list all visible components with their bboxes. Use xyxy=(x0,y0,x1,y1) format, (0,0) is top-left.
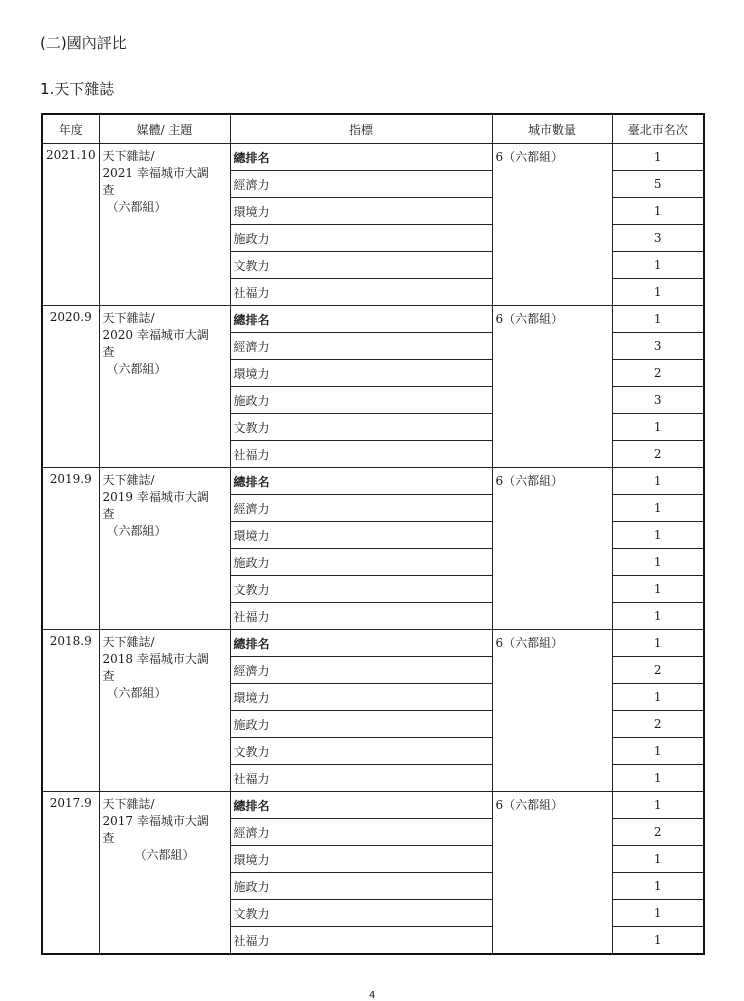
indicator-cell: 施政力 xyxy=(230,387,492,414)
media-cell xyxy=(99,792,230,955)
table-row xyxy=(42,468,704,495)
indicator-cell: 環境力 xyxy=(230,198,492,225)
rank-cell: 1 xyxy=(612,765,704,792)
media-line: 2020 幸福城市大調 xyxy=(102,328,209,342)
indicator-cell: 經濟力 xyxy=(230,657,492,684)
media-line: 天下雜誌/ xyxy=(102,149,155,163)
indicator-cell: 社福力 xyxy=(230,441,492,468)
header-indicator: 指標 xyxy=(230,114,492,144)
table-row xyxy=(42,630,704,657)
table-header-row xyxy=(42,114,704,144)
rank-cell: 1 xyxy=(612,738,704,765)
table-row xyxy=(42,144,704,171)
media-cell xyxy=(99,468,230,630)
rank-cell: 1 xyxy=(612,684,704,711)
media-line: （六都組） xyxy=(106,362,167,376)
rank-cell: 2 xyxy=(612,711,704,738)
rank-cell: 1 xyxy=(612,927,704,955)
rank-cell: 1 xyxy=(612,414,704,441)
indicator-cell: 環境力 xyxy=(230,846,492,873)
indicator-cell: 經濟力 xyxy=(230,171,492,198)
year-cell: 2020.9 xyxy=(42,306,99,468)
indicator-cell: 經濟力 xyxy=(230,819,492,846)
media-cell xyxy=(99,630,230,792)
rank-cell: 2 xyxy=(612,657,704,684)
city-count-cell: 6（六都組） xyxy=(492,792,612,955)
indicator-cell: 文教力 xyxy=(230,414,492,441)
rank-cell: 1 xyxy=(612,576,704,603)
rank-cell: 1 xyxy=(612,306,704,333)
indicator-cell: 文教力 xyxy=(230,576,492,603)
ranking-table xyxy=(41,113,705,955)
media-line: （六都組） xyxy=(106,686,167,700)
rank-cell: 1 xyxy=(612,630,704,657)
media-line: 天下雜誌/ xyxy=(102,311,155,325)
city-count-cell: 6（六都組） xyxy=(492,630,612,792)
media-line: 天下雜誌/ xyxy=(102,797,155,811)
media-line: （六都組） xyxy=(106,200,167,214)
header-taipei-rank: 臺北市名次 xyxy=(612,114,704,144)
media-line: 查 xyxy=(102,183,115,197)
media-cell xyxy=(99,306,230,468)
city-count-cell: 6（六都組） xyxy=(492,468,612,630)
rank-cell: 1 xyxy=(612,495,704,522)
media-line: （六都組） xyxy=(134,848,195,862)
indicator-cell: 社福力 xyxy=(230,279,492,306)
header-media: 媒體/ 主題 xyxy=(99,114,230,144)
media-line: 查 xyxy=(102,345,115,359)
indicator-cell: 社福力 xyxy=(230,765,492,792)
table-row xyxy=(42,792,704,819)
rank-cell: 1 xyxy=(612,549,704,576)
rank-cell: 1 xyxy=(612,792,704,819)
rank-cell: 1 xyxy=(612,900,704,927)
rank-cell: 1 xyxy=(612,279,704,306)
section-title: (二)國內評比 xyxy=(40,34,127,52)
year-cell: 2017.9 xyxy=(42,792,99,955)
indicator-cell: 文教力 xyxy=(230,900,492,927)
year-cell: 2019.9 xyxy=(42,468,99,630)
indicator-cell: 施政力 xyxy=(230,711,492,738)
rank-cell: 1 xyxy=(612,144,704,171)
rank-cell: 3 xyxy=(612,387,704,414)
rank-cell: 3 xyxy=(612,225,704,252)
rank-cell: 1 xyxy=(612,873,704,900)
header-year: 年度 xyxy=(42,114,99,144)
media-line: （六都組） xyxy=(106,524,167,538)
media-line: 2021 幸福城市大調 xyxy=(102,166,209,180)
indicator-cell: 總排名 xyxy=(230,306,492,333)
indicator-cell: 施政力 xyxy=(230,549,492,576)
rank-cell: 1 xyxy=(612,522,704,549)
media-cell xyxy=(99,144,230,306)
rank-cell: 3 xyxy=(612,333,704,360)
rank-cell: 2 xyxy=(612,819,704,846)
indicator-cell: 社福力 xyxy=(230,603,492,630)
indicator-cell: 施政力 xyxy=(230,873,492,900)
indicator-cell: 環境力 xyxy=(230,684,492,711)
media-line: 查 xyxy=(102,831,115,845)
rank-cell: 2 xyxy=(612,441,704,468)
rank-cell: 1 xyxy=(612,468,704,495)
rank-cell: 1 xyxy=(612,846,704,873)
rank-cell: 5 xyxy=(612,171,704,198)
year-cell: 2018.9 xyxy=(42,630,99,792)
rank-cell: 1 xyxy=(612,603,704,630)
media-line: 天下雜誌/ xyxy=(102,473,155,487)
city-count-cell: 6（六都組） xyxy=(492,306,612,468)
media-line: 天下雜誌/ xyxy=(102,635,155,649)
media-line: 2017 幸福城市大調 xyxy=(102,814,209,828)
rank-cell: 1 xyxy=(612,252,704,279)
media-line: 2018 幸福城市大調 xyxy=(102,652,209,666)
table-row xyxy=(42,306,704,333)
rank-cell: 2 xyxy=(612,360,704,387)
media-line: 查 xyxy=(102,669,115,683)
indicator-cell: 總排名 xyxy=(230,468,492,495)
city-count-cell: 6（六都組） xyxy=(492,144,612,306)
media-line: 查 xyxy=(102,507,115,521)
rank-cell: 1 xyxy=(612,198,704,225)
indicator-cell: 經濟力 xyxy=(230,333,492,360)
indicator-cell: 環境力 xyxy=(230,360,492,387)
indicator-cell: 文教力 xyxy=(230,252,492,279)
indicator-cell: 經濟力 xyxy=(230,495,492,522)
indicator-cell: 施政力 xyxy=(230,225,492,252)
indicator-cell: 總排名 xyxy=(230,630,492,657)
media-line: 2019 幸福城市大調 xyxy=(102,490,209,504)
indicator-cell: 社福力 xyxy=(230,927,492,955)
subsection-title: 1.天下雜誌 xyxy=(40,80,115,98)
indicator-cell: 文教力 xyxy=(230,738,492,765)
indicator-cell: 總排名 xyxy=(230,792,492,819)
indicator-cell: 總排名 xyxy=(230,144,492,171)
page-number: 4 xyxy=(369,990,376,1001)
indicator-cell: 環境力 xyxy=(230,522,492,549)
year-cell: 2021.10 xyxy=(42,144,99,306)
header-city-count: 城市數量 xyxy=(492,114,612,144)
